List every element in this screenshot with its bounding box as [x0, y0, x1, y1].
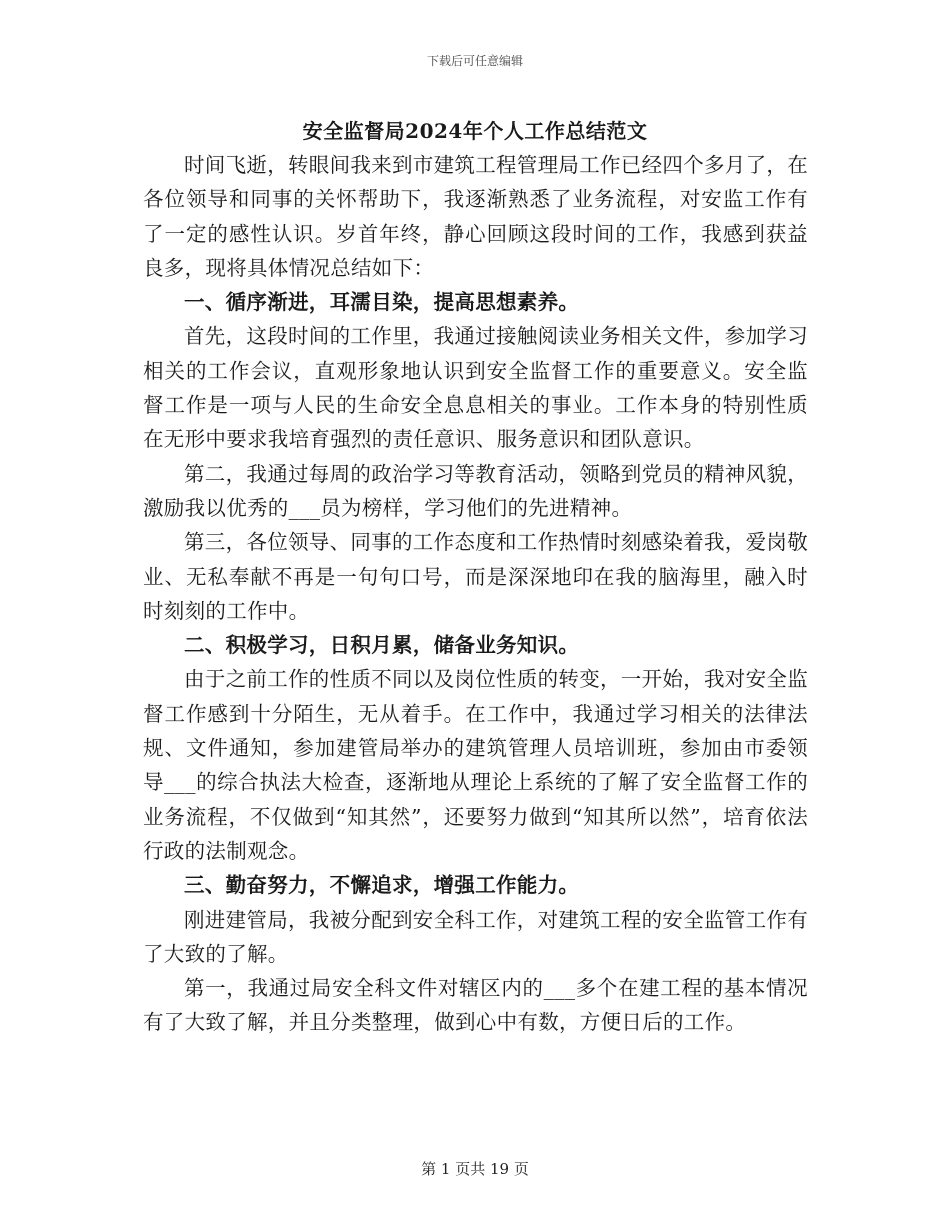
document-title: 安全监督局2024年个人工作总结范文 — [302, 119, 648, 143]
document-body — [143, 148, 808, 1040]
section-heading-1: 一、循序渐进，耳濡目染，提高思想素养。 — [184, 290, 580, 315]
header-note: 下载后可任意编辑 — [426, 54, 523, 68]
paragraph: 第三，各位领导、同事的工作态度和工作热情时刻感染着我，爱岗敬业、无私奉献不再是一句句口号，而是深深地印在我的脑海里，融入时时刻刻的工作中。 — [143, 530, 808, 623]
paragraph: 由于之前工作的性质不同以及岗位性质的转变，一开始，我对安全监督工作感到十分陌生，无从着手。在工作中，我通过学习相关的法律法规、文件通知，参加建管局举办的建筑管理人员培训班，参加由市委领导___的综合执法大检查，逐渐地从理论上系统的了解了安全监督工作的业务流程，不仅做到“知其然”，还要努力做到“知其所以然”，培育依法行政的法制观念。 — [143, 667, 808, 863]
paragraph: 刚进建管局，我被分配到安全科工作，对建筑工程的安全监管工作有了大致的了解。 — [143, 907, 808, 966]
paragraph: 第一，我通过局安全科文件对辖区内的___多个在建工程的基本情况有了大致了解，并且分类整理，做到心中有数，方便日后的工作。 — [143, 976, 808, 1035]
paragraph: 第二，我通过每周的政治学习等教育活动，领略到党员的精神风貌，激励我以优秀的___员为榜样，学习他们的先进精神。 — [143, 461, 808, 520]
paragraph-intro: 时间飞逝，转眼间我来到市建筑工程管理局工作已经四个多月了，在各位领导和同事的关怀帮助下，我逐渐熟悉了业务流程，对安监工作有了一定的感性认识。岁首年终，静心回顾这段时间的工作，我感到获益良多，现将具体情况总结如下： — [143, 153, 808, 280]
page-footer: 第 1 页共 19 页 — [421, 1160, 529, 1178]
paragraph: 首先，这段时间的工作里，我通过接触阅读业务相关文件，参加学习相关的工作会议，直观形象地认识到安全监督工作的重要意义。安全监督工作是一项与人民的生命安全息息相关的事业。工作本身的特别性质在无形中要求我培育强烈的责任意识、服务意识和团队意识。 — [143, 324, 808, 452]
section-heading-2: 二、积极学习，日积月累，储备业务知识。 — [184, 633, 580, 658]
section-heading-3: 三、勤奋努力，不懈追求，增强工作能力。 — [184, 873, 580, 898]
